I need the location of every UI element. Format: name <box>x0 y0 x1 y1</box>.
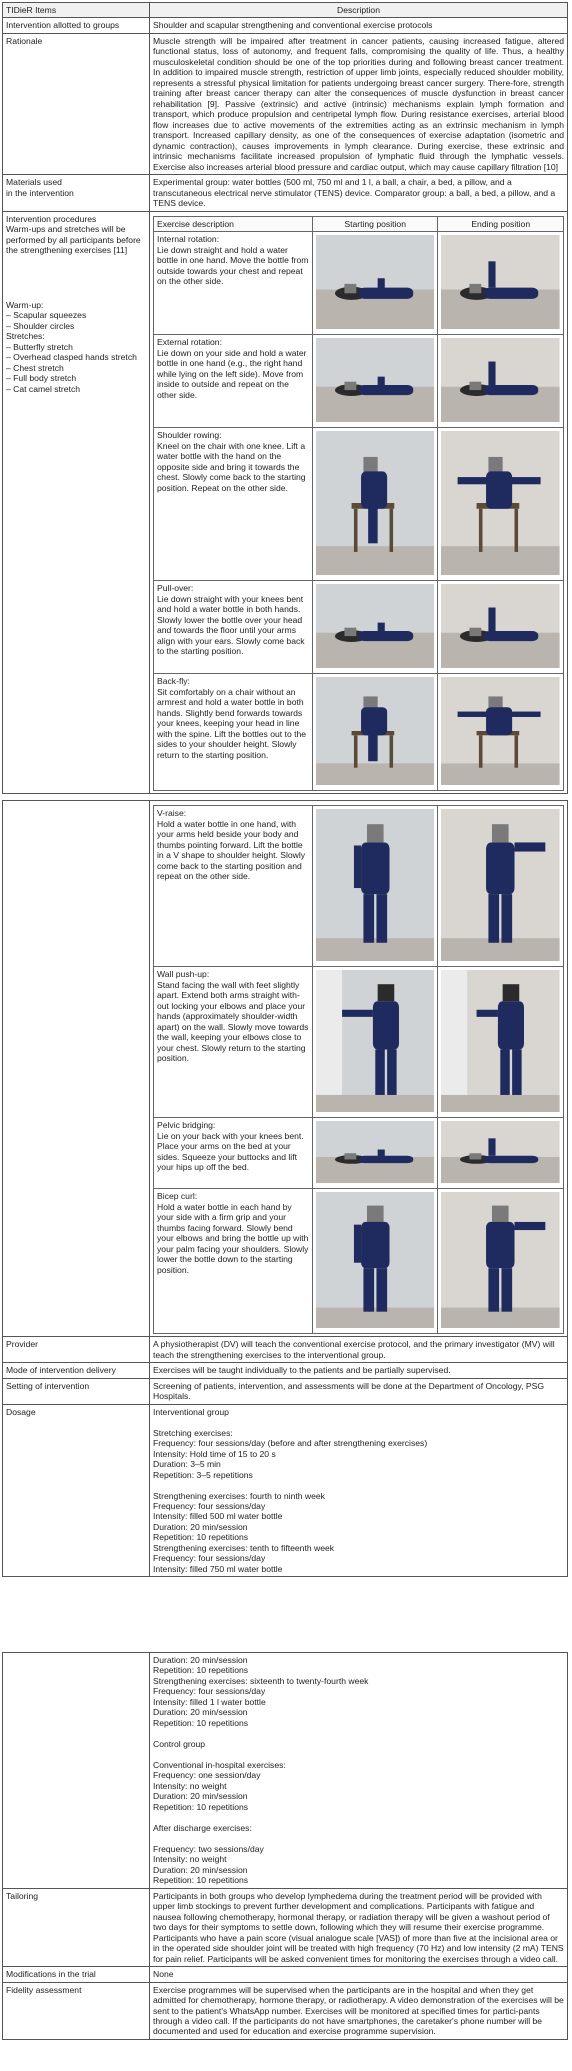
value-dosage-part2: Duration: 20 min/session Repetition: 10 repetitions Strengthening exercises: sixteenth to twenty-fourth week Frequency: four sessions/day Intensity: filled 1 l water bottle Duration: 20 min/session Repetition: 10 repetitions Control group Conventional in-hospital exercises: Frequency: one session/day Intensity: no weight Duration: 20 min/session Repetition: 10 repetitions After discharge exercises: Frequency: two sessions/day Intensity: no weight Duration: 20 min/session Repetition: 10 repetitions <box>150 1653 568 1889</box>
row-procedures-continued <box>3 801 568 1337</box>
value-materials: Experimental group: water bottles (500 ml, 750 ml and 1 l, a ball, a chair, a bed, a pillow, and a transcutaneous electrical nerve stimulator (TENS) device. Comparator group: a ball, a bed, a pillow, and a TENS device. <box>150 175 568 211</box>
ending-position-photo <box>441 809 560 961</box>
col-exercise-description: Exercise description <box>154 216 313 231</box>
row-dosage-continued <box>3 1653 568 1889</box>
row-procedures <box>3 211 568 793</box>
label-materials: Materials used in the intervention <box>3 175 150 211</box>
starting-position-photo <box>316 1121 435 1183</box>
ending-position-photo <box>441 338 560 422</box>
header-description: Description <box>150 3 568 18</box>
exercise-row <box>154 1118 564 1189</box>
row-materials <box>3 175 568 211</box>
exercise-description: Internal rotation: Lie down straight and hold a water bottle in one hand. Move the bottle from outside towards your chest and repeat on the other side. <box>154 232 313 335</box>
exercise-row <box>154 806 564 967</box>
value-fidelity: Exercise programmes will be supervised when the participants are in the hospital and when they get admitted for chemotherapy, hormone therapy, or radiotherapy. A video demonstration of the exercises will be sent to the patient's WhatsApp number. Exercises will be monitored at specified times for partici-pants through a video call. If the participants do not have smartphones, the caretaker's phone number will be documented and used for education and exercise programme supervision. <box>150 1982 568 2039</box>
exercise-description: Bicep curl: Hold a water bottle in each hand by your side with a firm grip and your thumbs facing forward. Slowly bend your elbows and bring the bottle up with your palm facing your shoulders. Slowly lower the bottle down to the starting position. <box>154 1189 313 1334</box>
row-fidelity <box>3 1982 568 2039</box>
starting-position-photo <box>316 1192 435 1328</box>
value-mode: Exercises will be taught individually to the patients and be partially supervised. <box>150 1363 568 1378</box>
starting-position-photo <box>316 809 435 961</box>
ending-position-photo <box>441 1192 560 1328</box>
value-rationale: Muscle strength will be impaired after treatment in cancer patients, causing increased fatigue, altered functional status, loss of autonomy, and frequent falls, compromising the quality of life. Thus, a healthy musculoskeletal condition should be one of the top priorities during and following breast cancer treatment. In addition to impaired muscle strength, restriction of upper limb joints, especially reduced shoulder mobility, represents a stressful physical limitation for patients undergoing breast cancer surgery. There-fore, strength training after breast cancer therapy can alter the consequences of muscle dysfunction in breast cancer rehabilitation [9]. Passive (extrinsic) and active (intrinsic) mechanisms explain lymph formation and transport, which produce propulsion and centripetal lymph flow. During resistance exercises, arterial blood flow increases due to active movements of the extremities acting as an extrinsic mechanism in lymph transport. Increased capillary density, as one of the consequences of exercise adaptation (isometric and dynamic contraction), causes improvements in lymph clearance. During exercise, these extrinsic and intrinsic mechanisms facilitate increased propulsion of lymphatic fluid through the lymphatic vessels. Exercise also increases arterial blood pressure and cardiac output, which may cause capillary filtration [10] <box>150 33 568 174</box>
exercise-row <box>154 232 564 335</box>
label-fidelity: Fidelity assessment <box>3 1982 150 2039</box>
starting-position-photo <box>316 970 435 1112</box>
exercise-cell-a <box>150 211 568 793</box>
ending-position-photo <box>441 677 560 785</box>
label-procedures: Intervention procedures Warm-ups and stretches will be performed by all participants before the strengthening exercises [11] <box>6 213 141 256</box>
label-dosage: Dosage <box>3 1404 150 1577</box>
exercise-cell-b <box>150 801 568 1337</box>
row-tailoring <box>3 1888 568 1966</box>
starting-position-photo <box>316 431 435 575</box>
exercise-row <box>154 1189 564 1334</box>
ending-position-photo <box>441 431 560 575</box>
row-modifications <box>3 1967 568 1982</box>
row-dosage <box>3 1404 568 1577</box>
value-setting: Screening of patients, intervention, and assessments will be done at the Department of Oncology, PSG Hospitals. <box>150 1378 568 1404</box>
exercise-description: Back-fly: Sit comfortably on a chair without an armrest and hold a water bottle in both hands. Slightly bend forwards towards your knees, keeping your head in line with the spine. Lift the bottles out to the sides to your shoulder height. Slowly return to the starting position. <box>154 674 313 791</box>
row-intervention <box>3 18 568 33</box>
label-provider: Provider <box>3 1337 150 1363</box>
label-intervention: Intervention allotted to groups <box>3 18 150 33</box>
value-intervention: Shoulder and scapular strengthening and conventional exercise protocols <box>150 18 568 33</box>
warmup-list: Warm-up: – Scapular squeezes – Shoulder circles Stretches: – Butterfly stretch – Overhead clasped hands stretch – Chest stretch – Full body stretch – Cat camel stretch <box>6 299 137 394</box>
exercise-description: Pelvic bridging: Lie on your back with your knees bent. Place your arms on the bed at your sides. Squeeze your buttocks and lift your hips up off the bed. <box>154 1118 313 1189</box>
header-tidier-items: TIDieR Items <box>3 3 150 18</box>
row-provider <box>3 1337 568 1363</box>
label-rationale: Rationale <box>3 33 150 174</box>
exercise-table-b <box>153 805 564 1334</box>
procedures-cell <box>3 211 150 793</box>
col-ending-position: Ending position <box>438 216 564 231</box>
label-modifications: Modifications in the trial <box>3 1967 150 1982</box>
tidier-table <box>2 2 568 1577</box>
row-rationale <box>3 33 568 174</box>
exercise-description: Wall push-up: Stand facing the wall with feet slightly apart. Extend both arms straight with-out locking your elbows and place your hands (approximately shoulder-width apart) on the wall. Slowly move towards the wall, keeping your elbows close to your chest. Slowly return to the starting position. <box>154 967 313 1118</box>
ending-position-photo <box>441 970 560 1112</box>
label-setting: Setting of intervention <box>3 1378 150 1404</box>
value-modifications: None <box>150 1967 568 1982</box>
value-tailoring: Participants in both groups who develop lymphedema during the treatment period will be provided with upper limb stockings to prevent further development and complications. Participants with fatigue and nausea following chemotherapy, hormonal therapy, or radiation therapy will be given a washout period of two days for their symptoms to settle down, following which they will resume their exercise programme. Participants who have a pain score (visual analogue scale [VAS]) of more than five at the incisional area or in the operated side shoulder joint will be treated with high frequency (70 Hz) and low intensity (2 mA) TENS for pain relief. Participants will be asked convenient times for monitoring the exercises through a video call. <box>150 1888 568 1966</box>
row-setting <box>3 1378 568 1404</box>
exercise-description: Shoulder rowing: Kneel on the chair with one knee. Lift a water bottle with the hand on the opposite side and bring it towards the chest. Slowly come back to the starting position. Repeat on the other side. <box>154 428 313 581</box>
ending-position-photo <box>441 235 560 329</box>
starting-position-photo <box>316 584 435 668</box>
starting-position-photo <box>316 677 435 785</box>
value-dosage-part1: Interventional group Stretching exercises: Frequency: four sessions/day (before and after strengthening exercises) Intensity: Hold time of 15 to 20 s Duration: 3–5 min Repetition: 3–5 repetitions Strengthening exercises: fourth to ninth week Frequency: four sessions/day Intensity: filled 500 ml water bottle Duration: 20 min/session Repetition: 10 repetitions Strengthening exercises: tenth to fifteenth week Frequency: four sessions/day Intensity: filled 750 ml water bottle <box>150 1404 568 1577</box>
exercise-row <box>154 674 564 791</box>
exercise-description: Pull-over: Lie down straight with your knees bent and hold a water bottle in both hands. Slowly lower the bottle over your head and towards the floor until your arms align with your ears. Slowly come back to the starting position. <box>154 581 313 674</box>
row-mode <box>3 1363 568 1378</box>
starting-position-photo <box>316 235 435 329</box>
label-tailoring: Tailoring <box>3 1888 150 1966</box>
value-provider: A physiotherapist (DV) will teach the conventional exercise protocol, and the primary investigator (MV) will teach the strengthening exercises to the interventional group. <box>150 1337 568 1363</box>
exercise-table-a <box>153 216 564 791</box>
starting-position-photo <box>316 338 435 422</box>
exercise-description: External rotation: Lie down on your side and hold a water bottle in one hand (e.g., the right hand while lying on the left side). Move from inside to outside and repeat on the other side. <box>154 335 313 428</box>
exercise-row <box>154 967 564 1118</box>
col-starting-position: Starting position <box>312 216 438 231</box>
label-mode: Mode of intervention delivery <box>3 1363 150 1378</box>
ending-position-photo <box>441 584 560 668</box>
exercise-description: V-raise: Hold a water bottle in one hand, with your arms held beside your body and thumbs pointing forward. Lift the bottle in a V shape to shoulder height. Slowly come back to the starting position and repeat on the other side. <box>154 806 313 967</box>
tidier-table-continued <box>2 1652 568 2040</box>
exercise-row <box>154 581 564 674</box>
ending-position-photo <box>441 1121 560 1183</box>
exercise-row <box>154 335 564 428</box>
table-header-row <box>3 3 568 18</box>
exercise-row <box>154 428 564 581</box>
